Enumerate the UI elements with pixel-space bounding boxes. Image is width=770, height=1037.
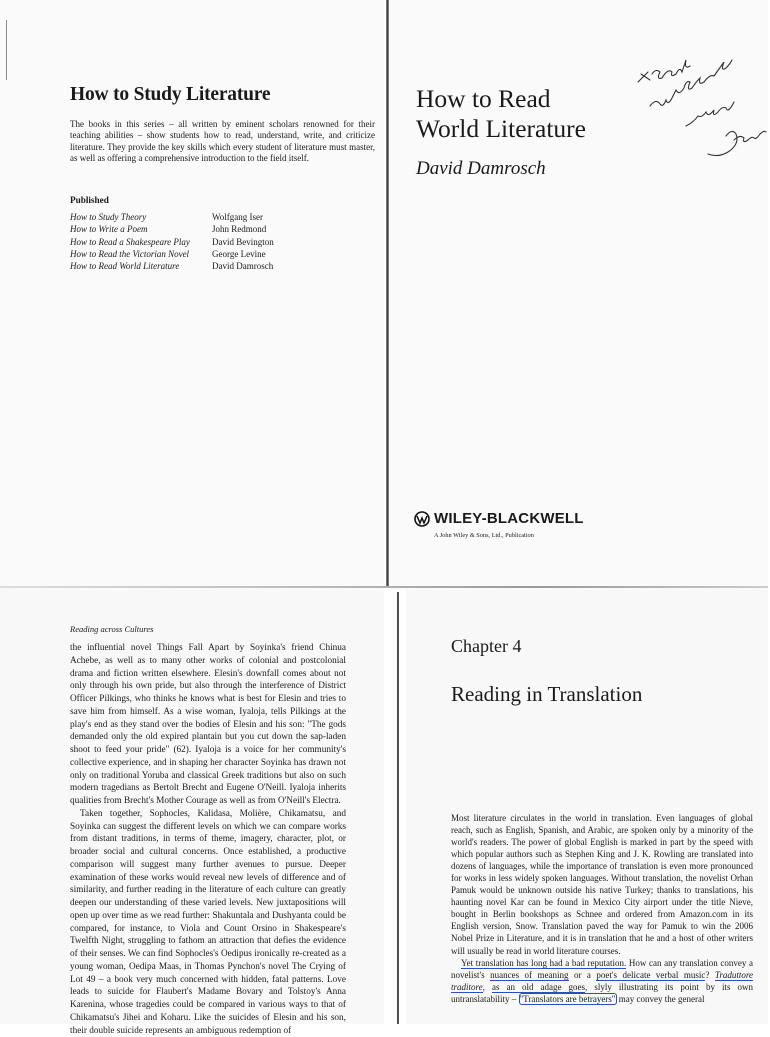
published-item	[70, 211, 274, 223]
circled-phrase: "Translators are betrayers"	[519, 993, 616, 1004]
chapter-title: Reading in Translation	[451, 682, 643, 706]
published-title: How to Read World Literature	[70, 261, 180, 272]
text-run: may convey the general	[616, 993, 705, 1004]
text-run: ?	[705, 969, 715, 980]
paragraph: Taken together, Sophocles, Kalidasa, Molière, Chikamatsu, and Soyinka can suggest the different levels on which we can compare works from distant traditions, in terms of theme, imagery, character, plot, or broader social and cultural concerns. Once established, a productive comparison will suggest many further avenues to pursue. Deeper examination of these works would reveal new levels of difference and of similarity, and further reading in the literature of each culture can greatly deepen our understanding of these varied levels. New juxtapositions will open up over time as we read further: Shakuntala and Dushyanta could be compared, for instance, to Viola and Count Orsino in Shakespeare's Twelfth Night, struggling to fathom an attraction that defies the evidence of their senses. We can find Sophocles's Oedipus ironically re-created as a young woman, Oedipa Maas, in Thomas Pynchon's novel The Crying of Lot 49 – a book very much concerned with hidden, fatal patterns. Love leads to suicide for Flaubert's Madame Bovary and Tolstoy's Anna Karenina, whose tragedies could be compared in various ways to that of Chikamatsu's Jihei and Koharu. Like the suicides of Elesin and his son, their double suicide represents an ambiguous redemption of	[70, 808, 346, 1036]
handwritten-inscription	[630, 30, 770, 170]
chapter-text	[451, 812, 753, 1005]
underlined-phrase: Yet translation has long had a bad reputation.	[461, 957, 627, 968]
title-page	[390, 0, 768, 590]
published-author: David Damrosch	[212, 261, 274, 272]
text-run: ,	[482, 981, 492, 992]
published-author: John Redmond	[212, 224, 267, 235]
published-item	[70, 260, 274, 272]
book-author: David Damrosch	[416, 158, 546, 179]
page-gutter	[397, 592, 399, 1024]
series-description: The books in this series – all written by eminent scholars renowned for their teaching abilities – show students how to read, understand, write, and criticize literature. They provide the key skills which every student of literature must master, as well as offering a comprehensive introduction to the field itself.	[70, 119, 375, 163]
underlined-phrase: Traduttore traditore	[451, 969, 753, 992]
running-head: Reading across Cultures	[70, 624, 154, 634]
published-item	[70, 248, 274, 260]
underlined-phrase: poet's delicate verbal music	[596, 969, 706, 980]
series-page	[0, 0, 384, 590]
text-run: or a	[568, 969, 597, 980]
published-author: Wolfgang Iser	[212, 212, 264, 222]
published-title: How to Write a Poem	[70, 224, 148, 235]
paragraph: Most literature circulates in the world in translation. Even languages of global reach, such as English, Spanish, and Arabic, are spoken only by a minority of the world's readers. The power of global English is marked in part by the speed with which popular authors such as Stephen King and J. K. Rowling are translated into dozens of languages, while the importance of translation is even more pronounced for works in less widely spoken languages. Without translation, the novelist Orhan Pamuk would be unknown outside his native Turkey; thanks to translations, his haunting novel Kar can be found in Mexico City airport under the title Nieve, bought in Berlin bookshops as Schnee and ordered from Amazon.com in its English version, Snow. Translation paved the way for Pamuk to win the 2006 Nobel Prize in Literature, and it is in translation that he and a host of other writers will usually be read in world literature courses.	[451, 813, 753, 956]
body-page	[0, 590, 384, 1036]
published-list	[70, 211, 274, 272]
underlined-phrase: nuances of meaning	[490, 969, 569, 980]
published-title: How to Study Theory	[70, 212, 147, 222]
wiley-logo-icon	[414, 511, 432, 527]
published-title: How to Read a Shakespeare Play	[70, 236, 190, 247]
published-title: How to Read the Victorian Novel	[70, 248, 190, 259]
publisher-logo	[414, 510, 584, 527]
published-author: George Levine	[212, 248, 266, 259]
publisher-name: WILEY-BLACKWELL	[434, 510, 584, 527]
published-author: David Bevington	[212, 236, 274, 247]
book-title-line: World Literature	[416, 114, 586, 143]
scan-edge-mark	[6, 20, 7, 80]
page-gutter	[386, 0, 389, 588]
body-text	[70, 642, 346, 1037]
text-run: How can any translation convey a novelist's	[451, 957, 753, 980]
published-item	[70, 236, 274, 248]
text-run: , slyly illustrating its point by its own untranslatability –	[451, 981, 753, 1004]
published-item	[70, 223, 274, 235]
paragraph	[451, 957, 753, 1005]
series-title: How to Study Literature	[70, 84, 271, 105]
chapter-number: Chapter 4	[451, 636, 522, 656]
publisher-imprint: A John Wiley & Sons, Ltd., Publication	[434, 532, 534, 539]
underlined-phrase: as an old adage goes	[491, 981, 586, 992]
chapter-page	[406, 590, 768, 1024]
book-title-line: How to Read	[416, 84, 551, 113]
book-title	[416, 84, 586, 144]
published-heading: Published	[70, 195, 109, 205]
paragraph: the influential novel Things Fall Apart by Soyinka's friend Chinua Achebe, as well as to many other works of colonial and postcolonial drama and fiction written elsewhere. Elesin's downfall comes about not only through his own pride, but also through the interference of District Officer Pilkings, who thinks he knows what is best for Elesin and tries to save him from himself. As a wise woman, Iyaloja, tells Pilkings at the play's end as they stand over the bodies of Elesin and his son: "The gods demanded only the old expired plantain but you cut down the sap-laden shoot to feed your pride" (62). Iyaloja is a voice for her community's collective experience, and in shaping her character Soyinka has drawn not only on traditional Yoruba and classical Greek traditions but also on such modern tragedians as Bertolt Brecht and Eugene O'Neill. Iyaloja inherits qualities from Brecht's Mother Courage as well as from O'Neill's Electra.	[70, 643, 346, 806]
page-divider	[0, 586, 768, 588]
